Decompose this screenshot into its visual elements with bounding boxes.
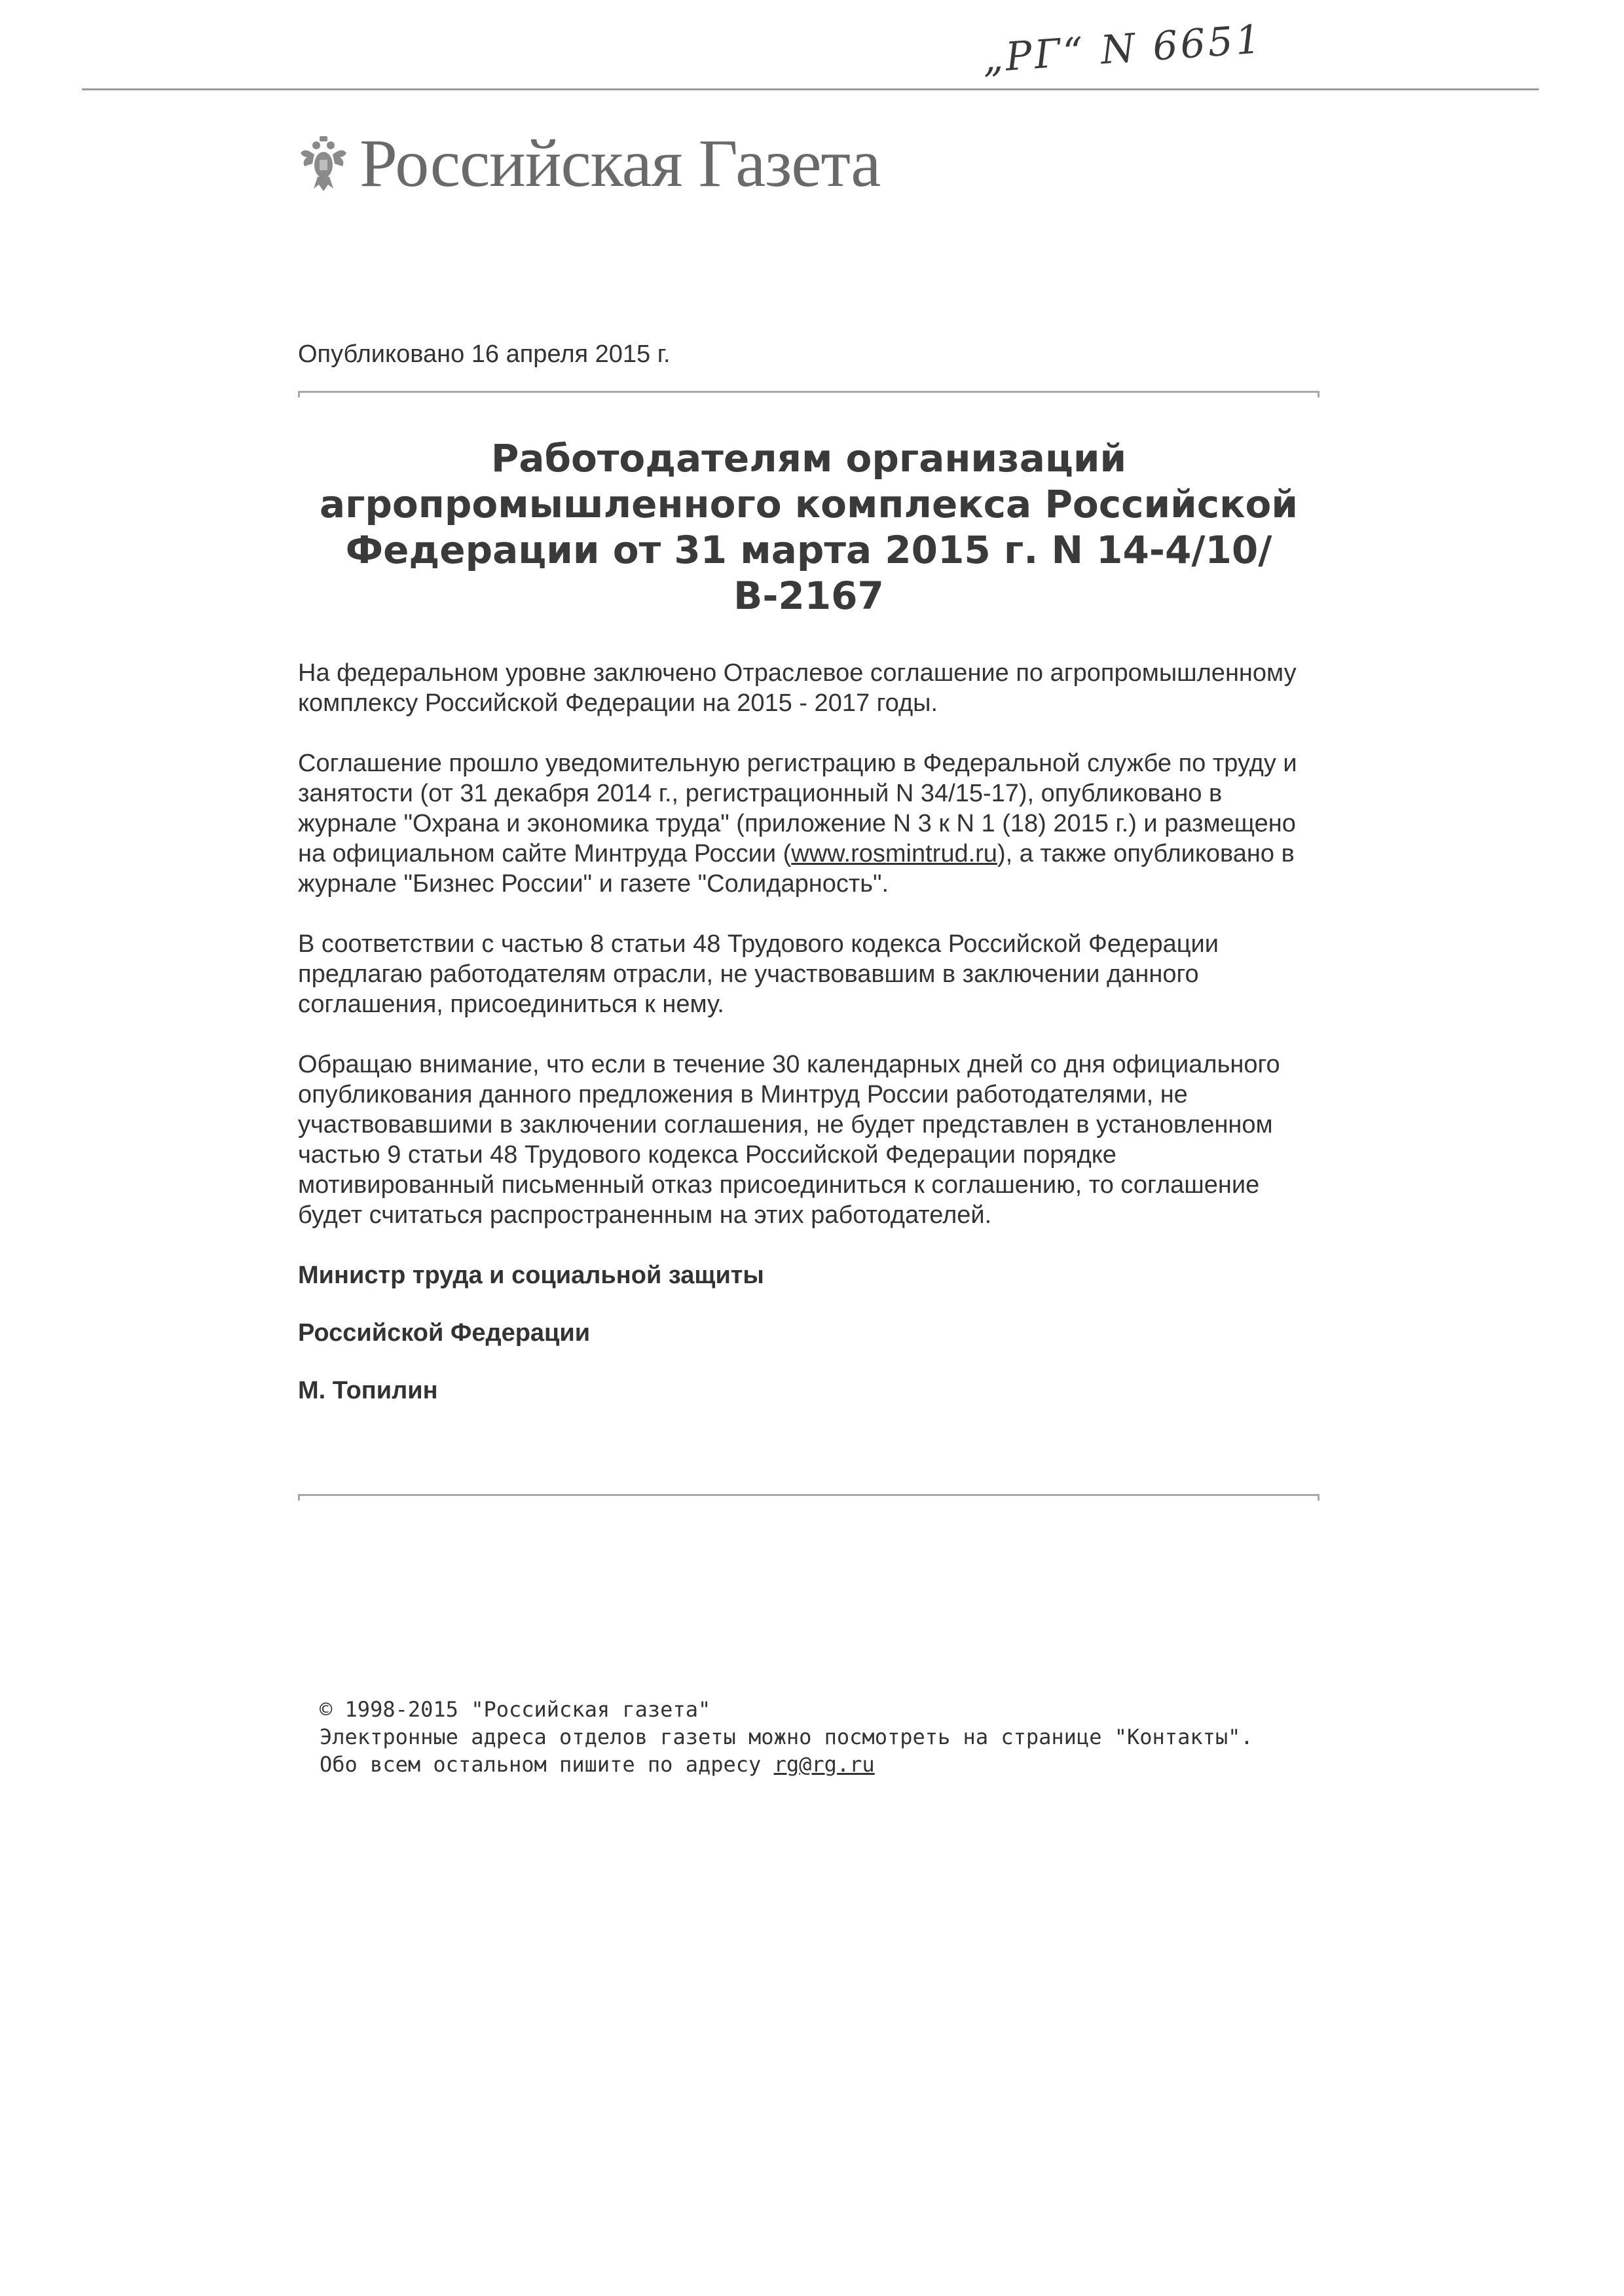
masthead xyxy=(298,128,880,200)
article-body xyxy=(298,658,1320,1433)
top-divider xyxy=(82,88,1539,90)
paragraph-agreement: На федеральном уровне заключено Отраслевое соглашение по агропромышленному комплексу Российской Федерации на 2015 - 2017 годы. xyxy=(298,659,1297,717)
newspaper-logo-text: Российская Газета xyxy=(360,126,881,201)
footer-email-line xyxy=(320,1751,1253,1778)
footer-copyright: © 1998-2015 "Российская газета" xyxy=(320,1697,711,1722)
signature-name: М. Топилин xyxy=(298,1377,438,1404)
article-title: Работодателям организаций агропромышленного комплекса Российской Федерации от 31 марта 2015 г. N 14-4/10/В-2167 xyxy=(319,436,1299,618)
footer-email-prefix: Обо всем остальном пишите по адресу xyxy=(320,1752,774,1777)
footer-contacts: Электронные адреса отделов газеты можно посмотреть на странице "Контакты". xyxy=(320,1724,1253,1749)
paragraph-registration-text-2: ), а также опубликовано в журнале "Бизнес России" и газете "Солидарность". xyxy=(298,840,1295,898)
page-footer xyxy=(320,1696,1253,1778)
handwritten-annotation: „РГ“ N 6651 xyxy=(981,16,1265,82)
mintrud-site-link[interactable]: www.rosmintrud.ru xyxy=(791,840,997,867)
signature-country: Российской Федерации xyxy=(298,1319,591,1347)
header-divider xyxy=(298,391,1320,393)
paragraph-registration-text-1: Соглашение прошло уведомительную регистрацию в Федеральной службе по труду и занятости (от 31 декабря 2014 г., регистрационный N 34/15-17), опубликовано в журнале "Охрана и экономика труда" (приложение N 3 к N 1 (18) 2015 г.) и размещено на официальном сайте Минтруда России ( xyxy=(298,750,1297,867)
paragraph-registration xyxy=(298,748,1320,899)
publication-date: Опубликовано 16 апреля 2015 г. xyxy=(298,340,671,368)
footer-divider xyxy=(298,1494,1320,1496)
paragraph-notice: Обращаю внимание, что если в течение 30 календарных дней со дня официального опубликования данного предложения в Минтруд России работодателями, не участвовавшими в заключении соглашения, не будет представлен в установленном частью 9 статьи 48 Трудового кодекса Российской Федерации порядке мотивированный письменный отказ присоединиться к соглашению, то соглашение будет считаться распространенным на этих работодателей. xyxy=(298,1051,1280,1229)
paragraph-proposal: В соответствии с частью 8 статьи 48 Трудового кодекса Российской Федерации предлагаю работодателям отрасли, не участвовавшим в заключении данного соглашения, присоединиться к нему. xyxy=(298,930,1219,1018)
signature-position: Министр труда и социальной защиты xyxy=(298,1262,764,1289)
double-headed-eagle-icon xyxy=(298,135,349,192)
footer-email-link[interactable]: rg@rg.ru xyxy=(773,1752,875,1777)
